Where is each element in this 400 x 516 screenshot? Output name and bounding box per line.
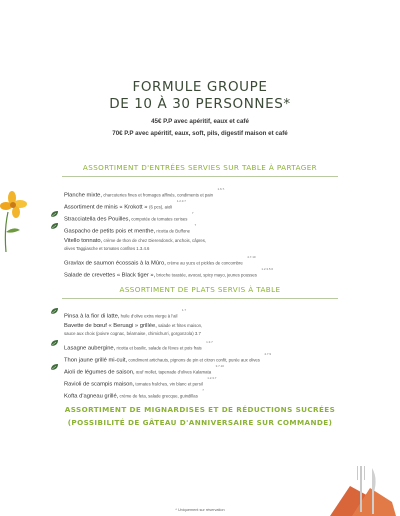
leaf-icon [50, 222, 59, 230]
leaf-icon [50, 363, 59, 371]
starter-item: Vitello tonnato, crème de thon de chez Dierendonck, anchois, câpres, olives Taggiasche et tomates confites 1.3.4.6 [64, 238, 207, 251]
main-item: Thon jaune grillé mi-cuit, condiment artichauts, pignons de pin et citron confit, purée aux olives $^{4.7.9}$ [64, 352, 272, 364]
starter-item: Assortiment de minis « Krokott » (6 pcs), aioli $^{1.2.3.7}$ [64, 199, 186, 211]
page-title-line-2: DE 10 À 30 PERSONNES* [109, 96, 291, 112]
mains-divider [62, 298, 338, 299]
main-item: Aioli de légumes de saison, œuf mollet, tapenade d'olives Kalamata $^{3.7.10}$ [64, 364, 224, 376]
desserts-heading-line-2: (POSSIBILITÉ DE GÂTEAU D'ANNIVERSAIRE SUR COMMANDE) [67, 418, 333, 427]
leaf-icon [50, 307, 59, 315]
page-title-line-1: FORMULE GROUPE [132, 79, 268, 95]
price-option-2: 70€ P.P avec apéritif, eaux, soft, pils, digestif maison et café [112, 130, 288, 137]
starter-item: Salade de crevettes « Black tiger », brioche toastée, avocat, spicy mayo, jeunes pousses $^{1.2.3.5.6}$ [64, 267, 274, 279]
leaf-icon [50, 210, 59, 218]
starter-item: Gaspacho de petits pois et menthe, ricotta de Buffone $^7$ [64, 223, 197, 235]
main-item: Lasagne aubergine, ricotta et basilic, salade de fèves et pois frais $^{1.3.7}$ [64, 340, 213, 352]
price-option-1: 45€ P.P avec apéritif, eaux et café [151, 118, 249, 125]
mains-heading: ASSORTIMENT DE PLATS SERVIS À TABLE [119, 285, 281, 294]
starters-heading: ASSORTIMENT D'ENTRÉES SERVIES SUR TABLE À PARTAGER [82, 163, 318, 172]
main-item: Pinsa à la fior di latte, huile d'olive extra vierge à l'ail $^{1.7}$ [64, 308, 187, 320]
starter-item: Gravlax de saumon écossais à la Mûro, crème au yuzu et pickles de concombre $^{4.7.10}$ [64, 255, 256, 267]
main-item: Kofta d'agneau grillé, crème de feta, salade grecque, guindillas $^7$ [64, 388, 204, 400]
starters-divider [62, 176, 338, 177]
flower-illustration [0, 182, 30, 252]
leaf-icon [50, 339, 59, 347]
desserts-heading-line-1: ASSORTIMENT DE MIGNARDISES ET DE RÉDUCTIONS SUCRÉES [64, 405, 336, 414]
main-item: Ravioli de scampis maison, tomates fraîches, vin blanc et persil $^{1.2.3.7}$ [64, 376, 217, 388]
starter-item: Planche mixte, charcuteries fines et fromages affinés, condiments et pain $^{1.6.7.}$ [64, 187, 225, 199]
main-item: Bavette de bœuf « Beruagi » grillée, salade et frites maison, sauce aux choix (poivre cognac, béarnaise, chimichurri, gorgonzola) 3.7 [64, 323, 203, 336]
footer-note: * Uniquement sur réservation [175, 508, 225, 512]
starter-item: Stracciatella des Pouilles, compotée de tomates cerises $^7$ [64, 211, 194, 223]
